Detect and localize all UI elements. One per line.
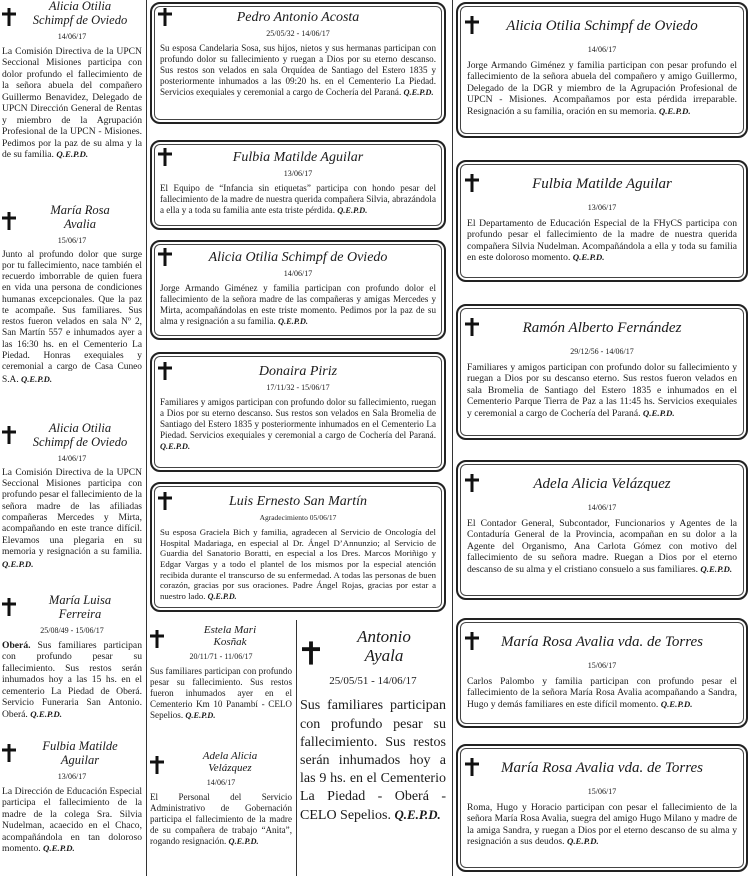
cross-icon bbox=[2, 598, 16, 616]
obituary-text: Familiares y amigos participan con profundo dolor su fallecimiento y ruegan a Dios por su descanso eterno. Sus restos fueron velados en sala Bromelia de Santiago del Estero 1835 e inhumados en el Cementerio Parque Tierra de Paz a las 11:45 hs. Servicios exequiales y ceremonial a cargo de Cochería del Paraná. bbox=[467, 361, 737, 419]
obituary-date: 20/11/71 - 11/06/17 bbox=[189, 652, 253, 662]
qepd-label: Q.E.P.D. bbox=[185, 710, 216, 720]
obituary-date: 14/06/17 bbox=[57, 453, 87, 463]
cross-icon bbox=[465, 174, 479, 192]
column-middle bbox=[150, 0, 446, 876]
obituary-name: Adela Alicia Velázquez bbox=[202, 750, 258, 775]
qepd-label: Q.E.P.D. bbox=[660, 698, 693, 709]
obituary-text: Roma, Hugo y Horacio participan con pesar el fallecimiento de la señora María Rosa Avalia, suegra del amigo Hugo Milano y madre de la amiga Sandra, y ruegan a Dios por el eterno descanso de su alma y resignación a sus deudos. bbox=[467, 801, 737, 847]
obituary-text: Sus familiares participan con profundo pesar su fallecimiento. Sus restos serán inhumados hoy a las 15 hs. en el cementerio La Piedad de Oberá. Servicio Funeraria San Antonio. Oberá. bbox=[2, 639, 142, 720]
qepd-label: Q.E.P.D. bbox=[56, 149, 89, 159]
obituary-notice bbox=[150, 140, 446, 230]
obituary-name: Alicia Otilia Schimpf de Oviedo bbox=[32, 422, 128, 449]
qepd-label: Q.E.P.D. bbox=[2, 558, 34, 569]
obituary-name: Fulbia Matilde Aguilar bbox=[232, 150, 364, 165]
obituary-name: Donaira Piriz bbox=[258, 364, 338, 379]
cross-icon bbox=[465, 318, 479, 336]
obituary-text: Jorge Armando Giménez y familia participan con pesar profundo el fallecimiento de la señora abuela del compañero y amigo Guillermo, Delegado de la DGR y miembro de la Agrupación Profesional de UPCN - Misiones. Acompañamos por esta pérdida irreparable. Resignación a su familia, oración en su memoria. bbox=[467, 59, 737, 117]
obituary-lead: Oberá. bbox=[2, 639, 31, 651]
qepd-label: Q.E.P.D. bbox=[403, 88, 434, 98]
obituary-date: 13/06/17 bbox=[283, 169, 313, 179]
column-left bbox=[2, 0, 142, 876]
obituary-notice bbox=[150, 352, 446, 472]
obituary-name: Adela Alicia Velázquez bbox=[533, 476, 671, 492]
obituary-notice bbox=[456, 2, 748, 138]
obituary-name: Estela Mari Kosñak bbox=[203, 624, 257, 649]
cross-icon bbox=[465, 16, 479, 34]
obituary-date: 14/06/17 bbox=[206, 778, 236, 788]
obituary-notice bbox=[456, 744, 748, 872]
obituary-name: Alicia Otilia Schimpf de Oviedo bbox=[506, 18, 698, 34]
obituary-text: El Contador General, Subcontador, Funcionarios y Agentes de la Contaduría General de la Provincia, acompañan en su dolor a la Agente del Organismo, Ana Carlota Gómez con motivo del fallecimiento de su señora madre. Ruegan a Dios por el eterno descanso de su alma y el cristiano consuelo a sus familiares. bbox=[467, 517, 737, 575]
cross-icon bbox=[158, 248, 172, 266]
obituary-text: El Personal del Servicio Administrativo de Gobernación participa el fallecimiento de la madre de su compañera de trabajo “Anita”, rogando resignación. bbox=[150, 792, 292, 846]
qepd-label: Q.E.P.D. bbox=[658, 105, 691, 116]
obituary-text: Sus familiares participan con profundo pesar su fallecimiento. Sus restos fueron inhumados ayer en el Cementerio Km 10 Panambí - CELO Sepelios. bbox=[150, 666, 292, 720]
column-divider bbox=[452, 0, 453, 876]
obituary-notice bbox=[456, 304, 748, 440]
obituary-date: 15/06/17 bbox=[57, 235, 87, 245]
cross-icon bbox=[2, 426, 16, 444]
obituary-name: Fulbia Matilde Aguilar bbox=[42, 740, 118, 767]
obituary-name: Fulbia Matilde Aguilar bbox=[532, 176, 672, 192]
qepd-label: Q.E.P.D. bbox=[394, 807, 441, 822]
qepd-label: Q.E.P.D. bbox=[572, 252, 605, 262]
cross-icon bbox=[2, 8, 16, 26]
obituary-name: Alicia Otilia Schimpf de Oviedo bbox=[208, 250, 388, 265]
obituary-name: María Rosa Avalia vda. de Torres bbox=[501, 634, 703, 650]
obituary-text: El Equipo de “Infancia sin etiquetas” participa con hondo pesar del fallecimiento de la madre de nuestra querida compañera Silvia, abrazándola a ella y a toda su familia ante esta triste pérdida. bbox=[160, 183, 436, 216]
obituary-notice bbox=[2, 594, 142, 734]
obituary-name: Ramón Alberto Fernández bbox=[522, 320, 682, 336]
obituary-date: 14/06/17 bbox=[57, 31, 87, 41]
obituary-text: La Comisión Directiva de la UPCN Seccional Misiones participa con profundo pesar el fallecimiento de la señora madre de las afiliadas compañeras Mercedes y Mirta, acompañando en este trance difícil. Elevamos una plegaria en su memoria y resignación a su familia. bbox=[2, 467, 142, 558]
cross-icon bbox=[465, 632, 479, 650]
qepd-label: Q.E.P.D. bbox=[30, 708, 62, 719]
obituary-date: 17/11/32 - 15/06/17 bbox=[266, 383, 330, 393]
qepd-label: Q.E.P.D. bbox=[228, 836, 259, 846]
obituary-notice bbox=[150, 240, 446, 340]
obituary-notice bbox=[2, 740, 142, 876]
obituary-date: 15/06/17 bbox=[587, 786, 617, 796]
obituary-text: Su esposa Candelaria Sosa, sus hijos, nietos y sus hermanas participan con profundo dolor su fallecimiento y ruegan a Dios por su eterno descanso. Sus restos son velados en sala Orquídea de Santiago del Estero 1835 y posteriormente inhumados a las 09:20 hs. en el Cementerio La Piedad. Servicios exequiales y ceremonial a cargo de Cochería del Paraná. bbox=[160, 43, 436, 98]
cross-icon bbox=[465, 758, 479, 776]
qepd-label: Q.E.P.D. bbox=[337, 206, 368, 216]
obituary-text: El Departamento de Educación Especial de la FHyCS participa con profundo pesar el fallecimiento de la madre de nuestra querida compañera Silvia Nudelman. Acompañándola a ella y toda su familia en este doloroso momento. bbox=[467, 217, 737, 263]
cross-icon bbox=[150, 756, 164, 774]
obituary-date: 14/06/17 bbox=[587, 44, 617, 54]
obituary-notice bbox=[150, 2, 446, 124]
qepd-label: Q.E.P.D. bbox=[160, 442, 191, 452]
obituary-date: 15/06/17 bbox=[587, 660, 617, 670]
qepd-label: Q.E.P.D. bbox=[700, 563, 733, 574]
obituary-notice bbox=[456, 618, 748, 728]
column-right bbox=[456, 0, 748, 876]
qepd-label: Q.E.P.D. bbox=[43, 843, 75, 853]
obituary-text: Carlos Palombo y familia participan con profundo pesar el fallecimiento de la señora María Rosa Avalia acompañando a Sandra, Hugo y demás familiares en este difícil momento. bbox=[467, 675, 737, 710]
cross-icon bbox=[158, 148, 172, 166]
cross-icon bbox=[465, 474, 479, 492]
obituary-date: 25/05/51 - 14/06/17 bbox=[329, 675, 417, 688]
obituary-date: 13/06/17 bbox=[587, 202, 617, 212]
obituary-notice bbox=[2, 0, 142, 198]
obituary-notice bbox=[456, 460, 748, 600]
cross-icon bbox=[150, 630, 164, 648]
obituary-text: Sus familiares participan con profundo pesar su fallecimiento. Sus restos serán inhumados hoy a las 9 hs. en el Cementerio La Piedad - Oberá - CELO Sepelios. bbox=[300, 698, 446, 823]
obituary-date: 14/06/17 bbox=[587, 502, 617, 512]
cross-icon bbox=[158, 362, 172, 380]
column-divider bbox=[146, 0, 147, 876]
obituary-text: Familiares y amigos participan con profundo dolor su fallecimiento, ruegan a Dios por su eterno descanso. Sus restos son velados en Sala Bromelia de Santiago del Estero 1835 y posteriormente inhumados en el Cementerio La Piedad. Servicios exequiales y ceremonial a cargo de Cochería del Paraná. bbox=[160, 397, 436, 441]
obituary-notice bbox=[456, 160, 748, 282]
obituary-name: Luis Ernesto San Martín bbox=[228, 494, 368, 509]
cross-icon bbox=[302, 640, 320, 666]
qepd-label: Q.E.P.D. bbox=[277, 317, 308, 327]
obituary-date: 25/08/49 - 15/06/17 bbox=[40, 625, 104, 635]
column-divider bbox=[296, 620, 297, 876]
qepd-label: Q.E.P.D. bbox=[207, 591, 237, 601]
qepd-label: Q.E.P.D. bbox=[642, 407, 675, 418]
obituary-notice bbox=[150, 482, 446, 612]
cross-icon bbox=[158, 492, 172, 510]
obituary-text: Junto al profundo dolor que surge por tu fallecimiento, nace también el recuerdo imborrable de quien fuera en vida una persona de condiciones humanas excepcionales. Que la paz te acompañe. Sus familiares. Sus restos fueron velados en sala Nº 2, San Martín 557 e inhumados ayer a las 16:30 hs. en el Cementerio La Piedad. Honras exequiales y ceremonial a cargo de Casa Cuneo S.A. bbox=[2, 249, 142, 385]
obituary-text: Su esposa Graciela Bich y familia, agradecen al Servicio de Oncología del Hospital Madariaga, en especial al Dr. Ángel D’Annunzio; al Servicio de Guardia del Sanatorio Boratti, en especial a los Dres. Marcos Moriñigo y Edgar Vargas y a todo el plantel de los mismos por la especial atención recibida durante el transcurso de su enfermedad. A todas las personas de buen corazón, gracias por sus oraciones. Padre Ángel Rojas, gracias por estar a nuestro lado. bbox=[160, 527, 436, 601]
obituary-text: Jorge Armando Giménez y familia participan con profundo dolor el fallecimiento de la señora madre de las compañeras y amigas Mercedes y Mirta, acompañándolas en este triste momento. Pedimos por la paz de su alma y resignación a su familia. bbox=[160, 283, 436, 327]
obituary-name: María Luisa Ferreira bbox=[48, 594, 112, 621]
obituary-notice bbox=[150, 750, 292, 876]
obituary-notice bbox=[150, 624, 292, 748]
obituary-date: 25/05/32 - 14/06/17 bbox=[266, 29, 330, 39]
cross-icon bbox=[2, 744, 16, 762]
qepd-label: Q.E.P.D. bbox=[566, 836, 599, 846]
obituary-notice-large bbox=[300, 628, 446, 876]
obituary-notice bbox=[2, 204, 142, 418]
obituary-notice bbox=[2, 422, 142, 590]
obituary-date: 14/06/17 bbox=[283, 269, 313, 279]
obituary-name: Alicia Otilia Schimpf de Oviedo bbox=[32, 0, 128, 27]
obituary-text: La Comisión Directiva de la UPCN Seccional Misiones participa con dolor profundo el fallecimiento de la señora abuela del compañero Guillermo Benavidez, Delegado de UPCN Dirección General de Rentas y miembro de la Agrupación Profesional de la UPCN - Misiones. Pedimos por la paz de su alma y la de su familia. bbox=[2, 45, 142, 160]
obituary-date: Agradecimiento 05/06/17 bbox=[259, 513, 337, 523]
cross-icon bbox=[158, 8, 172, 26]
obituary-text: La Dirección de Educación Especial participa el fallecimiento de la madre de la colega Sra. Silvia Nudelman, acaecido en el Chaco, acompañándola en tan doloroso momento. bbox=[2, 785, 142, 854]
obituary-name: Pedro Antonio Acosta bbox=[236, 10, 360, 25]
obituary-date: 13/06/17 bbox=[57, 771, 87, 781]
obituary-name: María Rosa Avalia bbox=[50, 204, 110, 231]
obituary-date: 29/12/56 - 14/06/17 bbox=[570, 346, 634, 356]
obituary-name: María Rosa Avalia vda. de Torres bbox=[501, 760, 703, 776]
obituary-name: Antonio Ayala bbox=[357, 628, 411, 665]
cross-icon bbox=[2, 212, 16, 230]
qepd-label: Q.E.P.D. bbox=[21, 373, 53, 384]
